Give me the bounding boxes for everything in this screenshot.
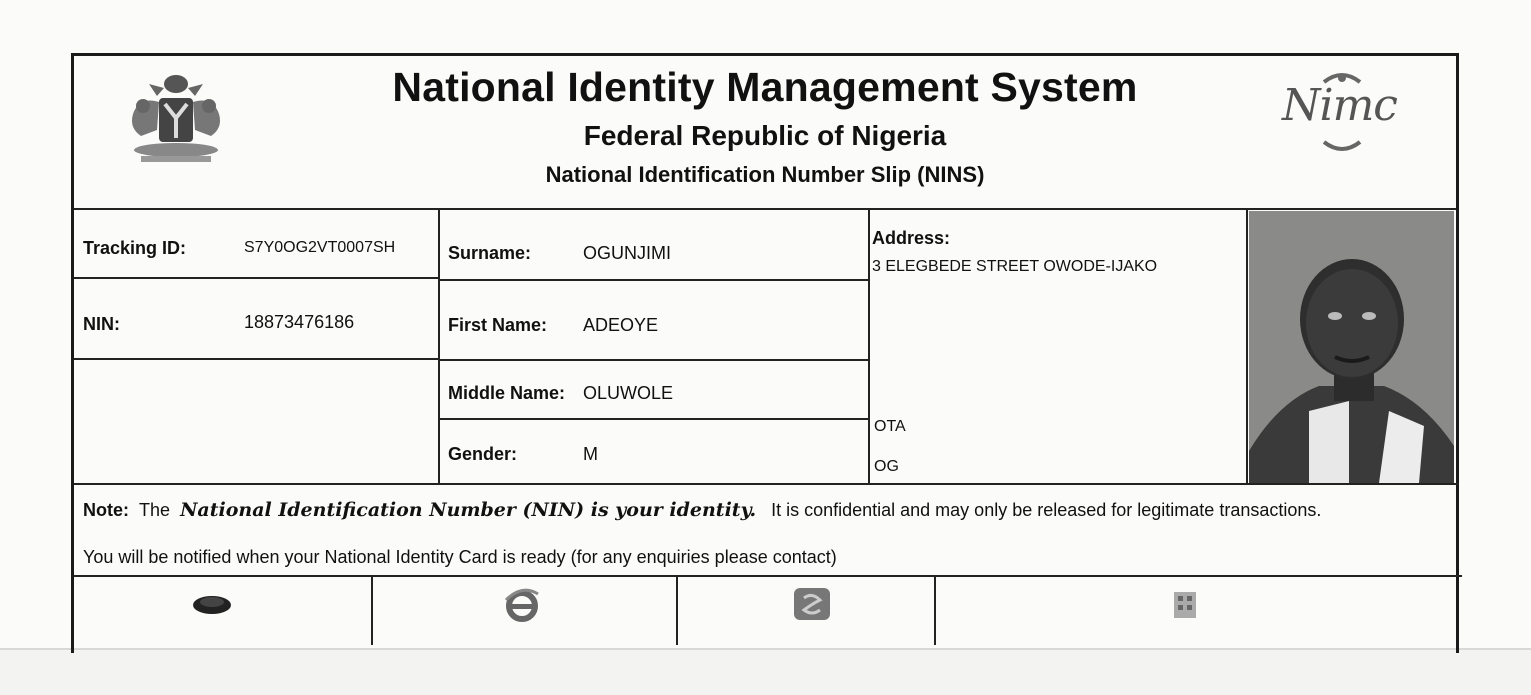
note-label: Note:	[83, 500, 129, 520]
divider	[371, 575, 373, 645]
surname-label: Surname:	[448, 243, 532, 263]
address-label: Address:	[872, 228, 951, 248]
note-emphasis: National Identification Number (NIN) is your identity.	[180, 499, 757, 521]
divider	[74, 277, 438, 279]
divider	[74, 358, 438, 360]
divider	[74, 483, 1459, 485]
nin-value: 18873476186	[244, 312, 355, 332]
nin-slip	[71, 53, 1459, 653]
note-line-2: You will be notified when your National Identity Card is ready (for any enquiries please contact)	[83, 547, 837, 567]
surname-value: OGUNJIMI	[583, 243, 671, 263]
divider	[438, 279, 868, 281]
divider	[438, 418, 868, 420]
divider	[74, 575, 1462, 577]
page-subtitle: Federal Republic of Nigeria	[583, 120, 947, 151]
note-line	[83, 499, 1321, 521]
skype-icon	[790, 586, 834, 622]
address-line-3: OG	[874, 458, 899, 475]
note-pre: The	[139, 500, 171, 520]
page-title: National Identity Management System	[392, 64, 1138, 110]
phone-icon	[190, 592, 234, 616]
address-line-1: 3 ELEGBEDE STREET OWODE-IJAKO	[872, 258, 1158, 275]
note-post: It is confidential and may only be released for legitimate transactions.	[771, 500, 1322, 520]
slip-name: National Identification Number Slip (NINS)	[545, 162, 985, 187]
divider	[676, 575, 678, 645]
nimc-logo-text: Nimc	[1282, 80, 1397, 131]
tracking-id-label: Tracking ID:	[83, 238, 187, 258]
first-name-value: ADEOYE	[583, 315, 659, 335]
nin-label: NIN:	[83, 314, 120, 334]
building-icon	[1168, 588, 1202, 620]
divider	[868, 208, 870, 483]
gender-label: Gender:	[448, 444, 518, 464]
nimc-logo	[1274, 70, 1409, 155]
passport-photo	[1249, 211, 1454, 483]
divider	[438, 208, 440, 483]
tracking-id-value: S7Y0OG2VT0007SH	[244, 239, 396, 256]
divider	[934, 575, 936, 645]
divider	[1246, 208, 1248, 483]
middle-name-value: OLUWOLE	[583, 383, 674, 403]
divider	[438, 359, 868, 361]
portrait-image	[1249, 211, 1454, 483]
address-line-2: OTA	[874, 418, 906, 435]
gender-value: M	[583, 444, 598, 464]
internet-explorer-icon	[502, 586, 542, 624]
middle-name-label: Middle Name:	[448, 383, 566, 403]
slip-header	[74, 56, 1456, 210]
first-name-label: First Name:	[448, 315, 548, 335]
